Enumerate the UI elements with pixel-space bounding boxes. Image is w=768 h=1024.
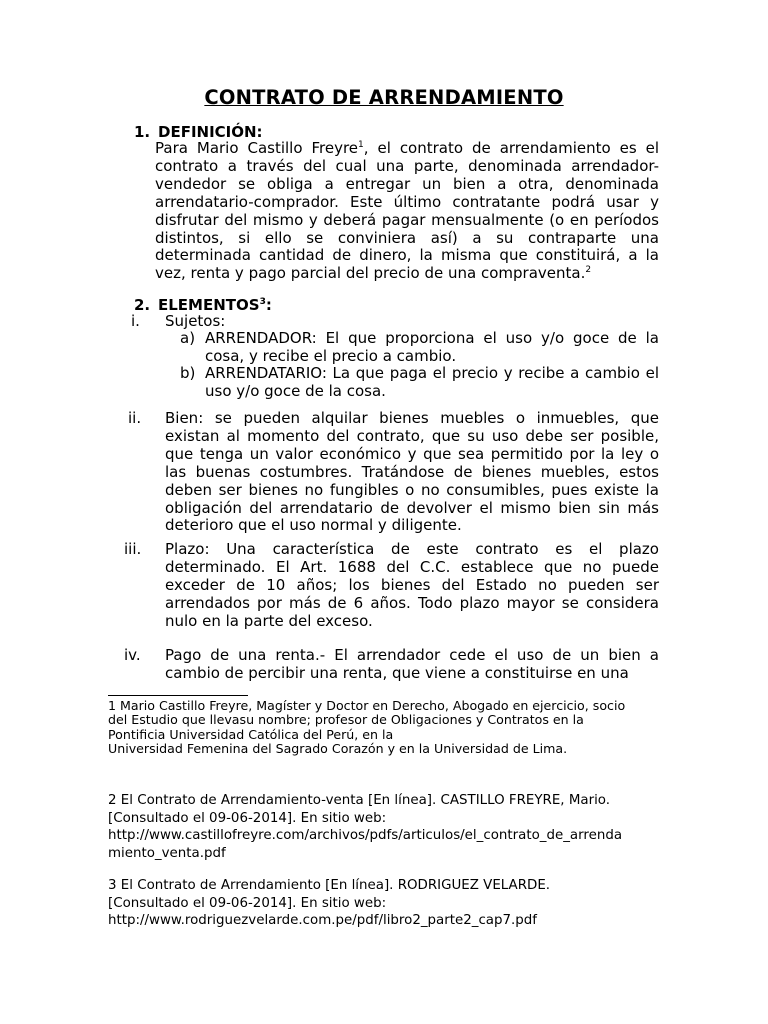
reference-2	[108, 792, 668, 862]
footnote-ref-2[interactable]: 2	[585, 265, 592, 276]
footnote-separator	[108, 695, 248, 696]
item-iii-text: Plazo: Una característica de este contrato es el plazo determinado. El Art. 1688 del C.C. establece que no puede exceder de 10 años; los bienes del Estado no pueden ser arrendados por más de 6 años. Todo plazo mayor se considera nulo en la parte del exceso.	[165, 540, 659, 630]
document-title: CONTRATO DE ARRENDAMIENTO	[204, 86, 564, 109]
footnote-1-line: Pontificia Universidad Católica del Perú, en la	[108, 726, 394, 742]
footnote-1	[108, 699, 656, 757]
footnote-ref-1[interactable]: 1	[358, 140, 364, 150]
section-2-colon: :	[265, 296, 272, 314]
item-iv-numeral: iv.	[124, 646, 141, 664]
item-ii-text: Bien: se pueden alquilar bienes muebles o inmuebles, que existan al momento del contrato, que su uso debe ser posible, que tenga un valor económico y que sea permitido por la ley o las buenas costumbres. Tratándose de bienes muebles, estos deben ser bienes no fungibles o no consumibles, pues existe la obligación del arrendatario de devolver el mismo bien sin más deterioro que el uso normal y diligente.	[165, 409, 659, 535]
footnote-1-line: 1 Mario Castillo Freyre, Magíster y Doctor en Derecho, Abogado en ejercicio, socio	[108, 698, 626, 713]
reference-2-line: 2 El Contrato de Arrendamiento-venta [En línea]. CASTILLO FREYRE, Mario.	[108, 793, 611, 808]
subject-b-letter: b)	[180, 364, 196, 382]
item-i-text: Sujetos:	[165, 312, 226, 330]
footnote-1-line: Universidad Femenina del Sagrado Corazón y en la Universidad de Lima.	[108, 741, 568, 757]
item-iv-text: Pago de una renta.- El arrendador cede el uso de un bien a cambio de percibir una renta, que viene a constituirse en una	[165, 646, 659, 682]
section-2-number: 2.	[134, 296, 151, 314]
subject-a-letter: a)	[180, 329, 196, 347]
reference-3-line: 3 El Contrato de Arrendamiento [En línea]. RODRIGUEZ VELARDE.	[108, 878, 551, 893]
reference-2-line: [Consultado el 09-06-2014]. En sitio web:	[108, 810, 387, 826]
reference-3	[108, 877, 668, 930]
section-1-title: DEFINICIÓN:	[158, 123, 263, 141]
section-1-number: 1.	[134, 123, 151, 141]
subject-a-text: ARRENDADOR: El que proporciona el uso y/o goce de la cosa, y recibe el precio a cambio.	[205, 329, 659, 365]
section-1-body	[155, 140, 659, 283]
reference-3-line: [Consultado el 09-06-2014]. En sitio web:	[108, 895, 387, 911]
subject-b-text: ARRENDATARIO: La que paga el precio y recibe a cambio el uso y/o goce de la cosa.	[205, 364, 659, 400]
footnote-ref-3[interactable]: 3	[259, 297, 266, 307]
reference-2-link[interactable]: http://www.castillofreyre.com/archivos/pdfs/articulos/el_contrato_de_arrenda	[108, 828, 623, 844]
reference-2-link-cont[interactable]: miento_venta.pdf	[108, 845, 226, 861]
section-1-body-text: , el contrato de arrendamiento es el contrato a través del cual una parte, denominada arrendador-vendedor se obliga a entregar un bien a otra, denominada arrendatario-comprador. Este último contratante podrá usar y disfrutar del mismo y deberá pagar mensualmente (o en períodos distintos, si ello se conviniera así) a su contraparte una determinada cantidad de dinero, la misma que constituirá, a la vez, renta y pago parcial del precio de una compraventa.	[155, 139, 659, 283]
item-iii-numeral: iii.	[124, 540, 142, 558]
reference-3-link[interactable]: http://www.rodriguezvelarde.com.pe/pdf/libro2_parte2_cap7.pdf	[108, 913, 538, 929]
item-ii-numeral: ii.	[128, 409, 142, 427]
section-1-body-prefix: Para Mario Castillo Freyre	[155, 139, 359, 157]
footnote-1-line: del Estudio que llevasu nombre; profesor de Obligaciones y Contratos en la	[108, 712, 584, 728]
item-i-numeral: i.	[131, 312, 140, 330]
section-2-title: ELEMENTOS	[158, 296, 260, 314]
